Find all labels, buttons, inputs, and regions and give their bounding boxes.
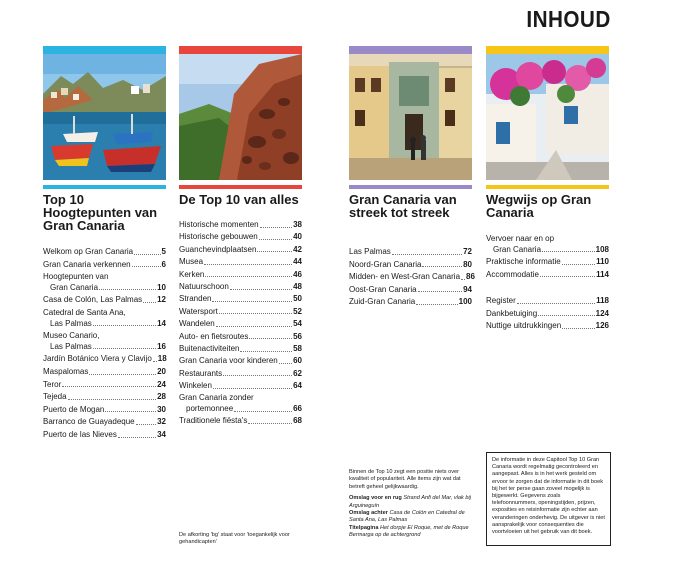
toc-entry[interactable]: Las Palmas 72 — [349, 247, 472, 256]
toc-entry[interactable]: Natuurschoon 48 — [179, 281, 302, 291]
column-2-toc — [179, 220, 302, 427]
harbor-photo — [43, 54, 166, 180]
column-3-color-bar — [349, 46, 472, 54]
column-2-divider — [179, 185, 302, 189]
toc-entry[interactable]: Gran Canaria zonder portemonnee 66 — [179, 393, 302, 414]
flower-house-photo — [486, 54, 609, 180]
toc-entry[interactable]: Midden- en West-Gran Canaria 86 — [349, 272, 475, 282]
toc-entry[interactable]: Museo Canario, Las Palmas 16 — [43, 331, 166, 351]
cover-front-note: Omslag voor en rug Strand Anfi del Mar, vlak bij Arguineguín — [349, 495, 471, 509]
disclaimer-box — [486, 452, 611, 546]
toc-entry[interactable]: Teror 24 — [43, 379, 166, 389]
toc-entry[interactable]: Accommodatie 114 — [486, 269, 609, 279]
toc-entry[interactable]: Watersport 52 — [179, 306, 302, 316]
toc-entry[interactable]: Maspalomas 20 — [43, 366, 166, 376]
toc-entry[interactable]: Barranco de Guayadeque 32 — [43, 417, 166, 427]
toc-entry[interactable]: Stranden 50 — [179, 294, 302, 304]
toc-entry[interactable]: Historische momenten 38 — [179, 220, 302, 229]
toc-entry[interactable]: Oost-Gran Canaria 94 — [349, 284, 472, 294]
toc-entry[interactable]: Catedral de Santa Ana, Las Palmas 14 — [43, 307, 166, 328]
column-3-heading: Gran Canaria van streek tot streek — [349, 192, 457, 220]
column-1-heading: Top 10 Hoogtepunten van Gran Canaria — [43, 192, 158, 233]
toc-entry[interactable]: Nuttige uitdrukkingen 126 — [486, 321, 609, 331]
column-2-heading: De Top 10 van alles — [179, 192, 299, 207]
toc-entry[interactable]: Wandelen 54 — [179, 319, 302, 329]
column-3-divider — [349, 185, 472, 189]
column-4-divider — [486, 185, 609, 189]
column-2-color-bar — [179, 46, 302, 54]
column-3-toc — [349, 247, 475, 308]
column-4-toc-appendix — [486, 296, 609, 332]
toc-entry[interactable]: Musea 44 — [179, 257, 302, 267]
colonial-street-photo — [349, 54, 472, 180]
disclaimer-text: De informatie in deze Capitool Top 10 Gran Canaria wordt regelmatig gecontroleerd en aangepast. Alles is in het werk gesteld om ervoor te zorgen dat de informatie in dit boek bij het ter perse gaan zoveel mogelijk is bijgewerkt. Gegevens zoals telefoonnummers, openingstijden, prijzen, exposities en reisinformatie zijn echter aan veranderingen onderhevig. De uitgever is niet aansprakelijk voor consequenties die voortvloeien uit het gebruik van dit boek. — [492, 457, 605, 536]
column-4-color-bar — [486, 46, 609, 54]
ranking-note-text: Binnen de Top 10 zegt een positie niets over kwaliteit of populariteit. Alle items zijn wat dat betreft geheel gelijkwaardig. — [349, 469, 461, 490]
column-1-divider — [43, 185, 166, 189]
toc-entry[interactable]: Tejeda 28 — [43, 392, 166, 402]
page-title: INHOUD — [526, 6, 611, 32]
toc-entry[interactable]: Winkelen 64 — [179, 381, 302, 391]
toc-entry[interactable]: Noord-Gran Canaria 80 — [349, 259, 472, 269]
toc-entry[interactable]: Buitenactiviteiten 58 — [179, 343, 302, 353]
title-page-note: Titelpagina Het dorpje El Roque, met de Roque Bermarga op de achtergrond — [349, 524, 469, 539]
toc-entry[interactable]: Register 118 — [486, 296, 609, 305]
toc-entry[interactable]: Zuid-Gran Canaria 100 — [349, 297, 472, 307]
toc-entry[interactable]: Traditionele fiësta's 68 — [179, 416, 302, 426]
toc-entry[interactable]: Welkom op Gran Canaria 5 — [43, 247, 166, 256]
column-4-toc — [486, 234, 609, 280]
ranking-note — [349, 469, 473, 540]
toc-entry[interactable]: Praktische informatie 110 — [486, 257, 609, 267]
toc-entry[interactable]: Puerto de las Nieves 34 — [43, 429, 166, 439]
toc-entry[interactable]: Auto- en fietsroutes 56 — [179, 331, 302, 341]
rock-photo — [179, 54, 302, 180]
toc-entry[interactable]: Guanchevindplaatsen 42 — [179, 244, 302, 254]
toc-entry[interactable]: Hoogtepunten van Gran Canaria 10 — [43, 272, 166, 292]
accessibility-footnote: De afkorting 'bg' staat voor 'toegankelijk voor gehandicapten' — [179, 532, 290, 546]
cover-back-note: Omslag achter Casa de Colón en Catedral de Santa Ana, Las Palmas — [349, 510, 465, 524]
toc-entry[interactable]: Vervoer naar en op Gran Canaria 108 — [486, 234, 609, 254]
column-1-color-bar — [43, 46, 166, 54]
toc-entry[interactable]: Historische gebouwen 40 — [179, 232, 302, 242]
column-4-heading: Wegwijs op Gran Canaria — [486, 192, 592, 220]
toc-entry[interactable]: Casa de Colón, Las Palmas 12 — [43, 295, 166, 305]
toc-entry[interactable]: Gran Canaria voor kinderen 60 — [179, 356, 302, 366]
toc-entry[interactable]: Dankbetuiging 124 — [486, 308, 609, 318]
toc-entry[interactable]: Puerto de Mogan 30 — [43, 404, 166, 414]
toc-entry[interactable]: Restaurants 62 — [179, 368, 302, 378]
column-1-toc — [43, 247, 166, 441]
toc-entry[interactable]: Jardín Botánico Viera y Clavijo 18 — [43, 354, 167, 364]
toc-entry[interactable]: Kerken 46 — [179, 269, 302, 279]
toc-entry[interactable]: Gran Canaria verkennen 6 — [43, 259, 166, 269]
